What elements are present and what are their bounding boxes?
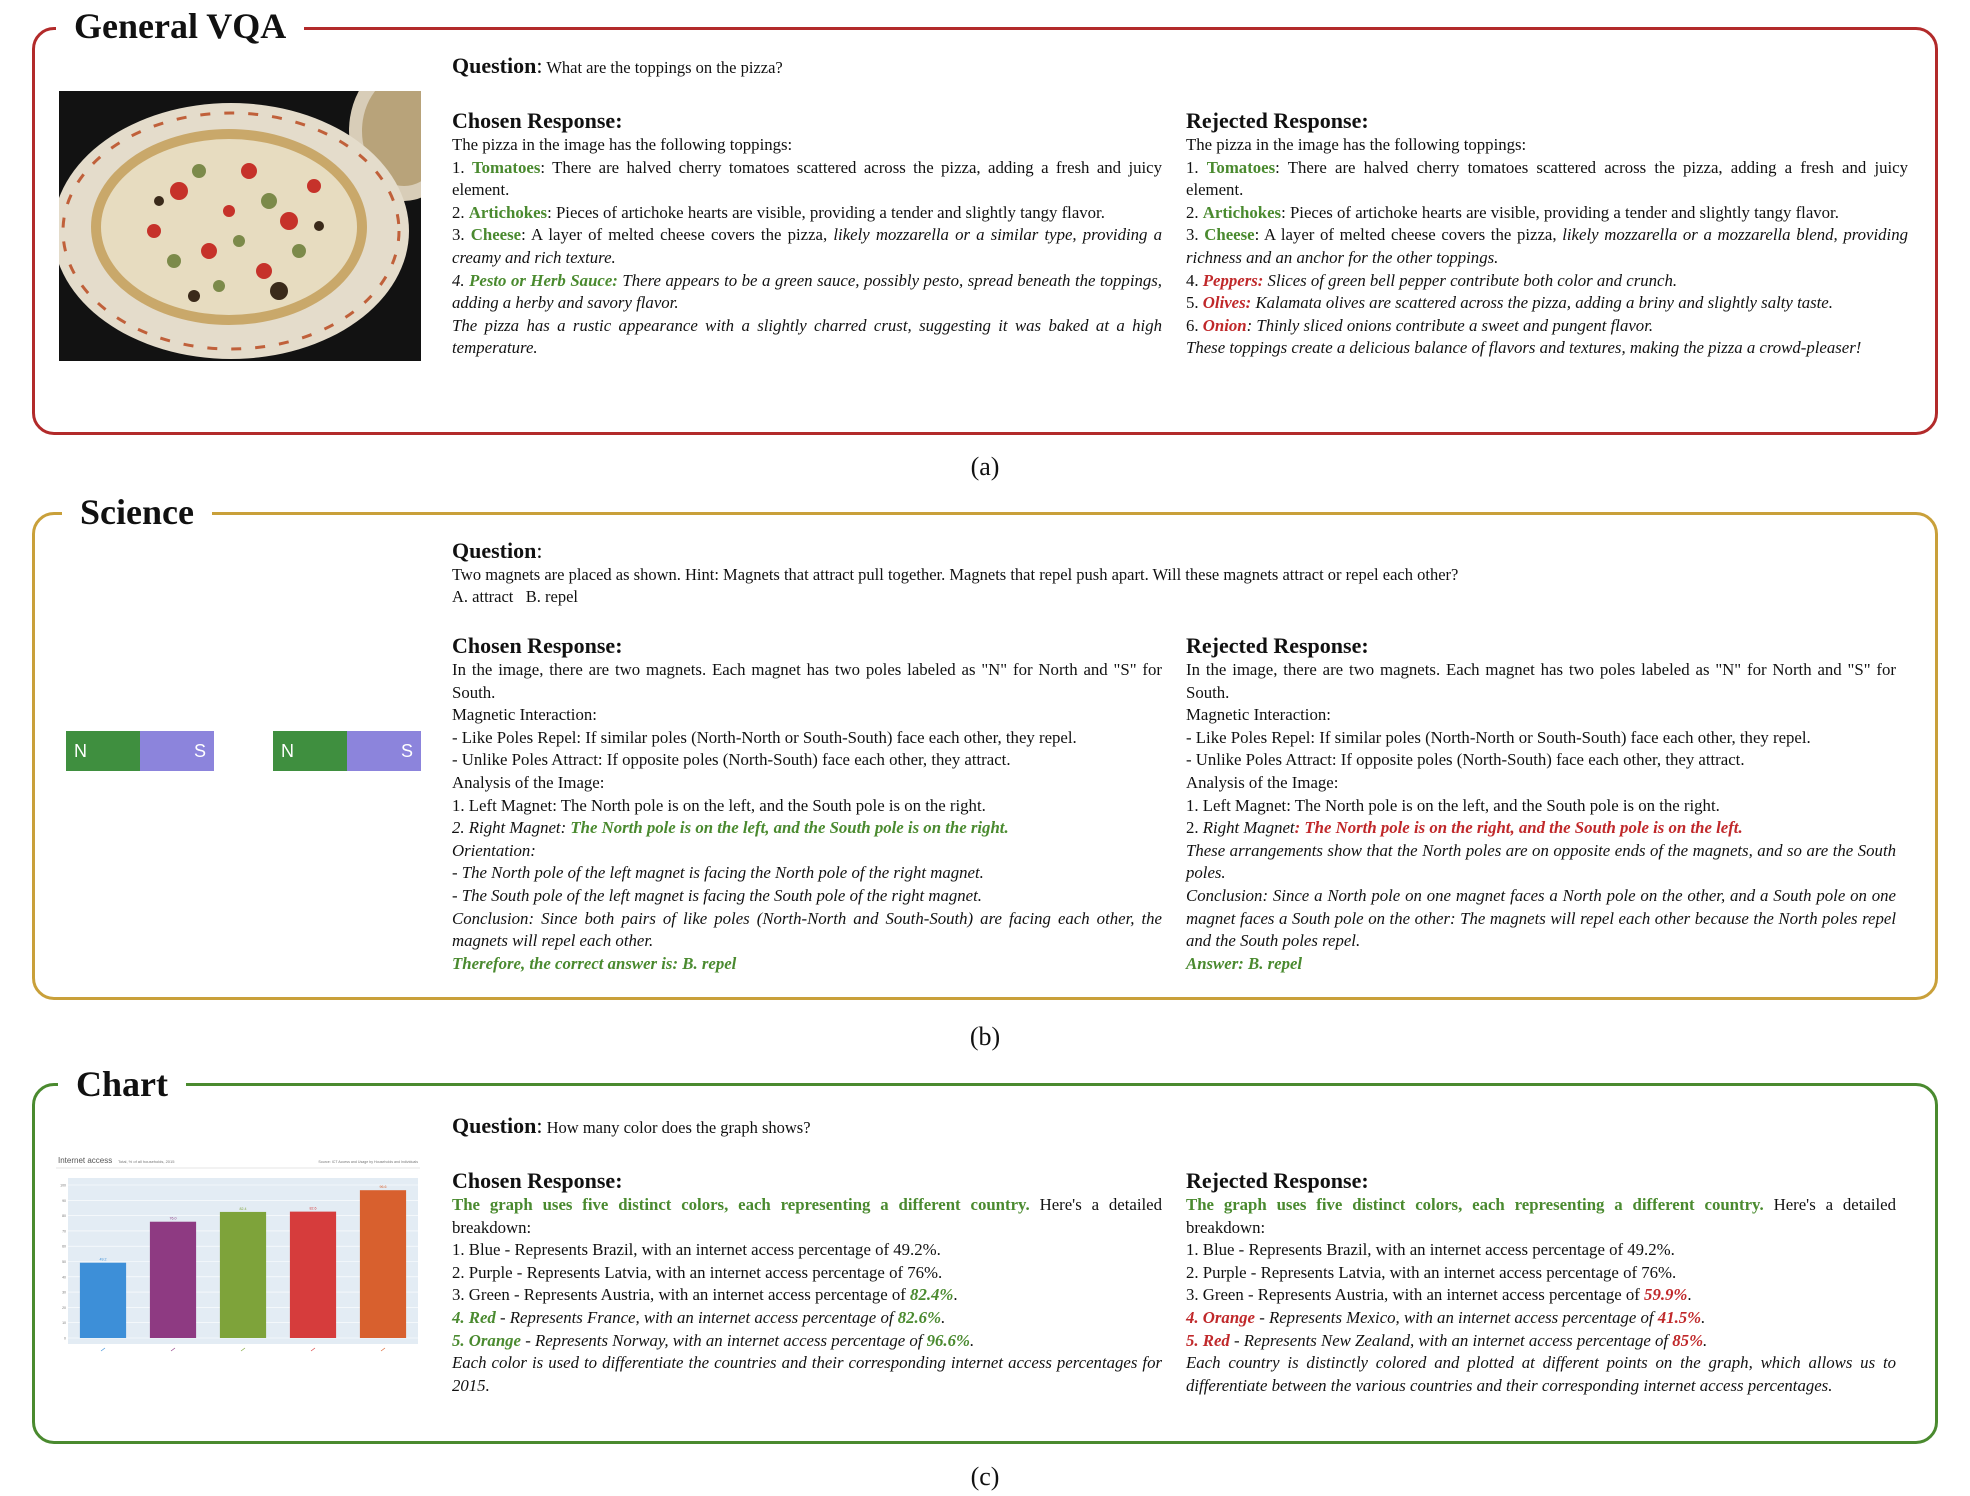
question-options-b	[452, 586, 1902, 608]
chosen-c-line: 1. Blue - Represents Brazil, with an internet access percentage of 49.2%.	[452, 1240, 941, 1260]
left-magnet-south: S	[140, 731, 214, 771]
rejected-a-item-2: 2. Artichokes: Pieces of artichoke hearts are visible, providing a tender and slightly tangy flavor.	[1186, 202, 1839, 222]
x-tick-label	[101, 1348, 105, 1351]
chosen-response-a	[452, 107, 1162, 360]
rejected-c-lead: The graph uses five distinct colors, each representing a different country. Here's a detailed breakdown:	[1186, 1195, 1897, 1237]
chart-bar	[150, 1222, 196, 1338]
rejected-b-line: In the image, there are two magnets. Each magnet has two poles labeled as "N" for North and "S" for South.	[1186, 660, 1896, 702]
chart-data-label: 82.4	[239, 1206, 247, 1211]
chart-title: Internet access	[58, 1156, 113, 1165]
x-tick-label	[241, 1348, 245, 1351]
panel-title-science: Science	[62, 492, 212, 532]
rejected-b-line: - Like Poles Repel: If similar poles (North-North or South-South) face each other, they repel.	[1186, 727, 1811, 747]
y-tick-label: 70	[62, 1229, 66, 1234]
rejected-b-right-magnet: 2. Right Magnet: The North pole is on the right, and the South pole is on the left.	[1186, 818, 1743, 838]
question-text-b: Two magnets are placed as shown. Hint: Magnets that attract pull together. Magnets that repel push apart. Will these magnets attract or repel each other?	[452, 565, 1459, 584]
question-colon-a: :	[536, 53, 543, 78]
chosen-a-item-4: 4. Pesto or Herb Sauce: There appears to be a green sauce, possibly pesto, spread beneath the toppings, adding a herby and savory flavor.	[452, 270, 1162, 313]
right-magnet-south: S	[347, 731, 421, 771]
chosen-b-line: Orientation:	[452, 840, 536, 860]
chart-data-label: 49.2	[99, 1257, 107, 1262]
question-a	[452, 55, 783, 79]
y-tick-label: 50	[62, 1260, 66, 1264]
left-magnet-north: N	[66, 731, 140, 771]
rejected-title-c: Rejected Response:	[1186, 1168, 1369, 1193]
rejected-c-line: 1. Blue - Represents Brazil, with an internet access percentage of 49.2%.	[1186, 1240, 1675, 1260]
chart-bar	[80, 1263, 126, 1338]
rejected-title-b: Rejected Response:	[1186, 633, 1369, 658]
rejected-b-line: Conclusion: Since a North pole on one magnet faces a North pole on the other, and a South pole on one magnet faces a South pole on the other: The magnets will repel each other because the North poles repel and the South poles repel.	[1186, 885, 1896, 951]
y-tick-label: 80	[62, 1214, 66, 1219]
chosen-b-line: 1. Left Magnet: The North pole is on the left, and the South pole is on the right.	[452, 795, 986, 815]
rejected-c-red: 5. Red - Represents New Zealand, with an internet access percentage of 85%.	[1186, 1330, 1708, 1350]
option-a: A. attract	[452, 587, 514, 606]
rejected-c-line: 2. Purple - Represents Latvia, with an internet access percentage of 76%.	[1186, 1262, 1677, 1282]
chosen-c-line: 2. Purple - Represents Latvia, with an internet access percentage of 76%.	[452, 1262, 943, 1282]
x-tick-label	[171, 1348, 175, 1351]
chosen-title-b: Chosen Response:	[452, 633, 623, 658]
chosen-a-item-3: 3. Cheese: A layer of melted cheese covers the pizza, likely mozzarella or a similar type, providing a creamy and rich texture.	[452, 225, 1162, 267]
caption-c: (c)	[970, 1462, 1000, 1491]
chosen-b-right-magnet: 2. Right Magnet: The North pole is on the left, and the South pole is on the right.	[452, 818, 1009, 838]
left-magnet	[66, 731, 214, 771]
chosen-c-orange: 5. Orange - Represents Norway, with an internet access percentage of 96.6%.	[452, 1330, 975, 1350]
chosen-c-outro: Each color is used to differentiate the countries and their corresponding internet access percentages for 2015.	[452, 1353, 1162, 1395]
chosen-b-line: Analysis of the Image:	[452, 772, 605, 792]
y-tick-label: 90	[62, 1198, 66, 1203]
chart-data-label: 82.6	[309, 1206, 317, 1211]
panel-title-general-vqa: General VQA	[56, 6, 304, 46]
right-magnet-north: N	[273, 731, 347, 771]
chosen-title-a: Chosen Response:	[452, 108, 623, 133]
question-c	[452, 1115, 811, 1139]
rejected-a-item-1: 1. Tomatoes: There are halved cherry tomatoes scattered across the pizza, adding a fresh and juicy element.	[1186, 157, 1908, 200]
chart-source: Source: ICT Access and Usage by Households and Individuals	[318, 1160, 418, 1164]
rejected-b-line: Magnetic Interaction:	[1186, 705, 1331, 725]
chart-data-label: 76.0	[169, 1216, 177, 1221]
rejected-c-green: 3. Green - Represents Austria, with an internet access percentage of 59.9%.	[1186, 1285, 1692, 1305]
rejected-a-item-4: 4. Peppers: Slices of green bell pepper contribute both color and crunch.	[1186, 270, 1678, 290]
x-tick-label	[381, 1348, 385, 1351]
y-tick-label: 20	[62, 1305, 66, 1310]
chosen-a-item-2: 2. Artichokes: Pieces of artichoke hearts are visible, providing a tender and slightly tangy flavor.	[452, 202, 1105, 222]
question-label-b: Question	[452, 538, 537, 563]
question-label-a: Question	[452, 53, 537, 78]
chosen-b-line: - The South pole of the left magnet is facing the South pole of the right magnet.	[452, 885, 982, 905]
question-b: Question: Two magnets are placed as shown. Hint: Magnets that attract pull together. Magnets that repel push apart. Will these magnets attract or repel each other? A. attract B. repel	[452, 540, 1902, 608]
chosen-b-line: Magnetic Interaction:	[452, 705, 597, 725]
chart-bar	[360, 1190, 406, 1338]
chosen-a-intro: The pizza in the image has the following toppings:	[452, 135, 793, 154]
rejected-response-c	[1186, 1167, 1896, 1397]
y-tick-label: 0	[64, 1336, 66, 1341]
rejected-c-outro: Each country is distinctly colored and plotted at different points on the graph, which allows us to differentiate between the various countries and their corresponding internet access percentages.	[1186, 1353, 1896, 1395]
option-b: B. repel	[525, 587, 578, 606]
chosen-c-red: 4. Red - Represents France, with an internet access percentage of 82.6%.	[452, 1307, 946, 1327]
rejected-a-item-6: 6. Onion: Thinly sliced onions contribute a sweet and pungent flavor.	[1186, 315, 1654, 335]
rejected-response-a	[1186, 107, 1908, 360]
chosen-c-lead: The graph uses five distinct colors, each representing a different country. Here's a detailed breakdown:	[452, 1195, 1163, 1237]
caption-a: (a)	[970, 452, 1000, 481]
chart-data-label: 96.6	[379, 1185, 387, 1190]
chosen-c-green: 3. Green - Represents Austria, with an internet access percentage of 82.4%.	[452, 1285, 958, 1305]
y-tick-label: 10	[62, 1321, 66, 1326]
rejected-b-line: 1. Left Magnet: The North pole is on the left, and the South pole is on the right.	[1186, 795, 1720, 815]
y-tick-label: 100	[60, 1183, 66, 1188]
chosen-b-line: - Unlike Poles Attract: If opposite poles (North-South) face each other, they attract.	[452, 750, 1011, 770]
right-magnet	[273, 731, 421, 771]
question-label-c: Question	[452, 1113, 537, 1138]
rejected-response-b	[1186, 632, 1896, 975]
rejected-b-line: Analysis of the Image:	[1186, 772, 1339, 792]
question-text-a: What are the toppings on the pizza?	[546, 58, 783, 77]
rejected-b-line: - Unlike Poles Attract: If opposite poles (North-South) face each other, they attract.	[1186, 750, 1745, 770]
caption-b: (b)	[969, 1022, 1001, 1051]
chosen-b-line: - Like Poles Repel: If similar poles (North-North or South-South) face each other, they repel.	[452, 727, 1077, 747]
y-tick-label: 60	[62, 1244, 66, 1249]
chosen-b-line: - The North pole of the left magnet is facing the North pole of the right magnet.	[452, 863, 984, 883]
chart-bar	[290, 1212, 336, 1338]
chosen-response-c	[452, 1167, 1162, 1397]
chosen-a-item-1: 1. Tomatoes: There are halved cherry tomatoes scattered across the pizza, adding a fresh and juicy element.	[452, 157, 1162, 200]
chosen-a-outro: The pizza has a rustic appearance with a slightly charred crust, suggesting it was baked at a high temperature.	[452, 315, 1162, 358]
bar-chart	[56, 1152, 420, 1358]
rejected-a-outro: These toppings create a delicious balance of flavors and textures, making the pizza a crowd-pleaser!	[1186, 338, 1862, 358]
rejected-c-orange: 4. Orange - Represents Mexico, with an internet access percentage of 41.5%.	[1186, 1307, 1706, 1327]
chart-image	[56, 1152, 420, 1358]
chart-subtitle: Total, % of all households, 2015	[118, 1159, 175, 1164]
chosen-b-answer: Therefore, the correct answer is: B. repel	[452, 953, 737, 973]
rejected-a-item-5: 5. Olives: Kalamata olives are scattered across the pizza, adding a briny and slightly salty taste.	[1186, 293, 1833, 313]
y-tick-label: 30	[62, 1290, 66, 1295]
chart-bar	[220, 1212, 266, 1338]
chosen-title-c: Chosen Response:	[452, 1168, 623, 1193]
rejected-a-item-3: 3. Cheese: A layer of melted cheese covers the pizza, likely mozzarella or a mozzarella blend, providing richness and an anchor for the other toppings.	[1186, 225, 1908, 267]
pizza-photo	[59, 91, 421, 361]
rejected-title-a: Rejected Response:	[1186, 108, 1369, 133]
y-tick-label: 40	[62, 1275, 66, 1280]
chosen-b-line: Conclusion: Since both pairs of like poles (North-North and South-South) are facing each other, the magnets will repel each other.	[452, 908, 1162, 951]
rejected-b-line: These arrangements show that the North poles are on opposite ends of the magnets, and so are the South poles.	[1186, 840, 1896, 883]
chosen-b-line: In the image, there are two magnets. Each magnet has two poles labeled as "N" for North and "S" for South.	[452, 660, 1162, 702]
rejected-b-answer: Answer: B. repel	[1186, 953, 1303, 973]
chosen-response-b	[452, 632, 1162, 975]
question-colon-c: :	[536, 1113, 543, 1138]
question-text-c: How many color does the graph shows?	[546, 1118, 811, 1137]
rejected-a-intro: The pizza in the image has the following toppings:	[1186, 135, 1527, 154]
x-tick-label	[311, 1348, 315, 1351]
panel-title-chart: Chart	[58, 1064, 186, 1104]
